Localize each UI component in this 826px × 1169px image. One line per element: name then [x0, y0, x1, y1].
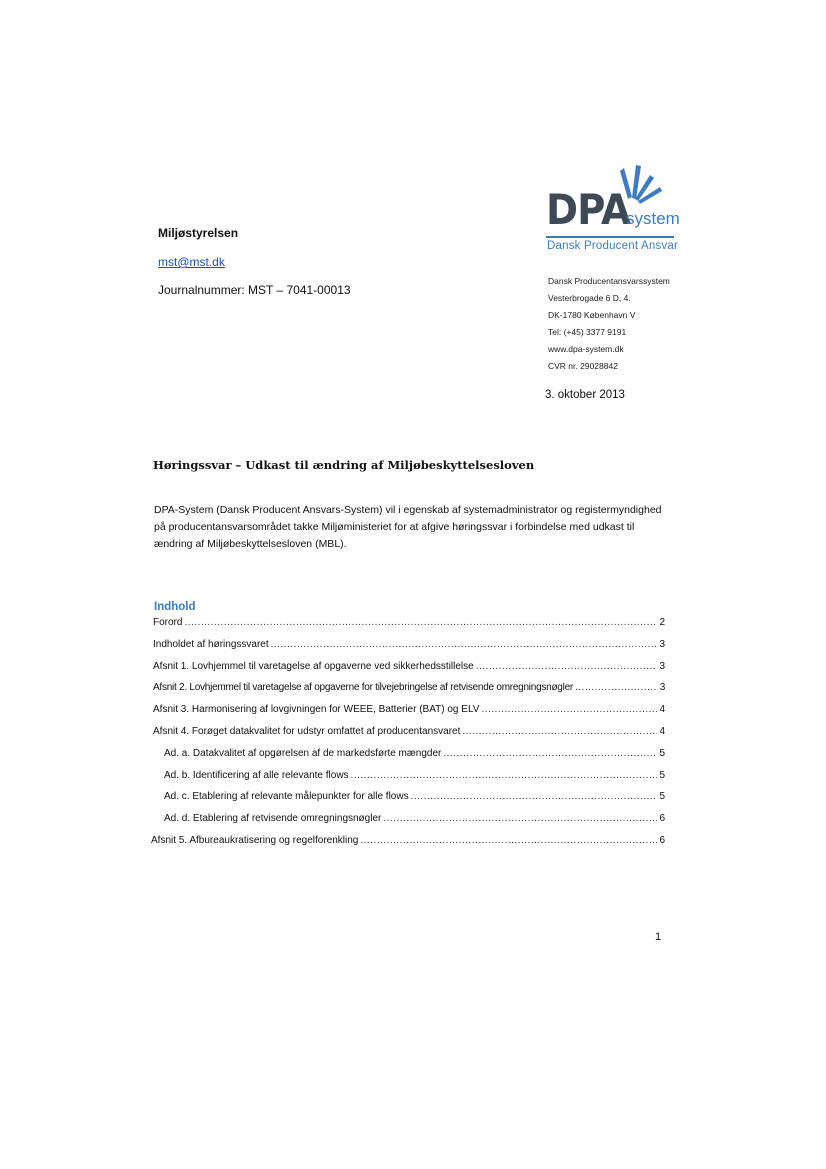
toc-leader-dots [476, 661, 658, 672]
logo-divider [546, 236, 674, 238]
toc-entry-page: 3 [659, 638, 665, 650]
toc-entry-title: Indholdet af høringssvaret [153, 638, 269, 650]
toc-entry-page: 6 [659, 834, 665, 846]
toc-entry-page: 5 [659, 747, 665, 759]
toc-subentry[interactable] [153, 770, 665, 792]
toc-entry-page: 4 [659, 704, 665, 716]
toc-leader-dots [351, 770, 658, 781]
toc-leader-dots [184, 617, 657, 628]
toc-entry-page: 6 [659, 813, 665, 825]
toc-entry[interactable] [153, 726, 665, 748]
toc-entry-title: Ad. a. Datakvalitet af opgørelsen af de markedsførte mængder [164, 747, 442, 759]
toc-entry[interactable] [153, 617, 665, 639]
toc-entry[interactable] [151, 835, 665, 857]
toc-entry-page: 2 [659, 617, 665, 628]
toc-leader-dots [575, 682, 658, 693]
toc-entry-title: Afsnit 5. Afbureaukratisering og regelforenkling [151, 834, 359, 846]
toc-leader-dots [271, 639, 658, 650]
sender-line: Dansk Producentansvarssystem [548, 276, 670, 286]
toc-entry-page: 3 [659, 660, 665, 672]
toc-leader-dots [443, 748, 657, 759]
toc-leader-dots [411, 791, 658, 802]
toc-entry[interactable] [153, 661, 665, 683]
logo-wordmark: DPA [546, 185, 630, 234]
toc-entry-title: Afsnit 1. Lovhjemmel til varetagelse af opgaverne ved sikkerhedsstillelse [153, 660, 474, 672]
toc-entry[interactable] [153, 682, 665, 704]
recipient-name: Miljøstyrelsen [158, 226, 239, 240]
table-of-contents [153, 617, 665, 857]
toc-subentry[interactable] [153, 813, 665, 835]
sender-address [548, 273, 670, 375]
toc-entry-page: 4 [659, 725, 665, 737]
intro-paragraph: DPA-System (Dansk Producent Ansvars-System) vil i egenskab af systemadministrator og registermyndighed på producentansvarsområdet takke Miljøministeriet for at afgive høringssvar i forbindelse med udkast til ændring af Miljøbeskyttelsesloven (MBL). [154, 504, 662, 550]
toc-subentry[interactable] [153, 748, 665, 770]
toc-entry-page: 3 [659, 682, 665, 694]
sender-website: www.dpa-system.dk [548, 344, 624, 354]
subject-heading: Høringssvar – Udkast til ændring af Miljøbeskyttelsesloven [153, 458, 535, 472]
toc-leader-dots [360, 835, 657, 846]
toc-heading: Indhold [154, 601, 196, 613]
page-number: 1 [655, 931, 662, 943]
toc-entry[interactable] [153, 704, 665, 726]
toc-leader-dots [462, 726, 657, 737]
toc-entry-title: Ad. c. Etablering af relevante målepunkter for alle flows [164, 791, 409, 803]
toc-entry-title: Afsnit 3. Harmonisering af lovgivningen for WEEE, Batterier (BAT) og ELV [153, 704, 480, 716]
letter-date: 3. oktober 2013 [545, 389, 625, 401]
toc-entry-title: Afsnit 4. Forøget datakvalitet for udstyr omfattet af producentansvaret [153, 725, 461, 737]
toc-entry-title: Ad. d. Etablering af retvisende omregningsnøgler [164, 813, 382, 825]
toc-entry[interactable] [153, 639, 665, 661]
toc-entry-title: Ad. b. Identificering af alle relevante flows [164, 769, 349, 781]
journal-number: Journalnummer: MST – 7041-00013 [158, 283, 351, 297]
toc-entry-title: Afsnit 2. Lovhjemmel til varetagelse af opgaverne for tilvejebringelse af retvisende omregningsnøgler [153, 682, 573, 694]
sender-line: CVR nr. 29028842 [548, 361, 618, 371]
recipient-email-link[interactable]: mst@mst.dk [158, 255, 225, 269]
sender-line: DK-1780 København V [548, 310, 636, 320]
sender-line: Vesterbrogade 6 D, 4. [548, 293, 631, 303]
toc-subentry[interactable] [153, 791, 665, 813]
recipient-block [158, 226, 238, 240]
sender-line: Tel: (+45) 3377 9191 [548, 327, 627, 337]
logo-subtitle: Dansk Producent Ansvar [547, 240, 678, 252]
logo-system-text: system [626, 209, 680, 228]
toc-entry-page: 5 [659, 791, 665, 803]
toc-entry-title: Forord [153, 617, 183, 628]
toc-leader-dots [383, 813, 657, 824]
dpa-system-logo [546, 163, 680, 259]
toc-entry-page: 5 [659, 769, 665, 781]
toc-leader-dots [481, 704, 657, 715]
